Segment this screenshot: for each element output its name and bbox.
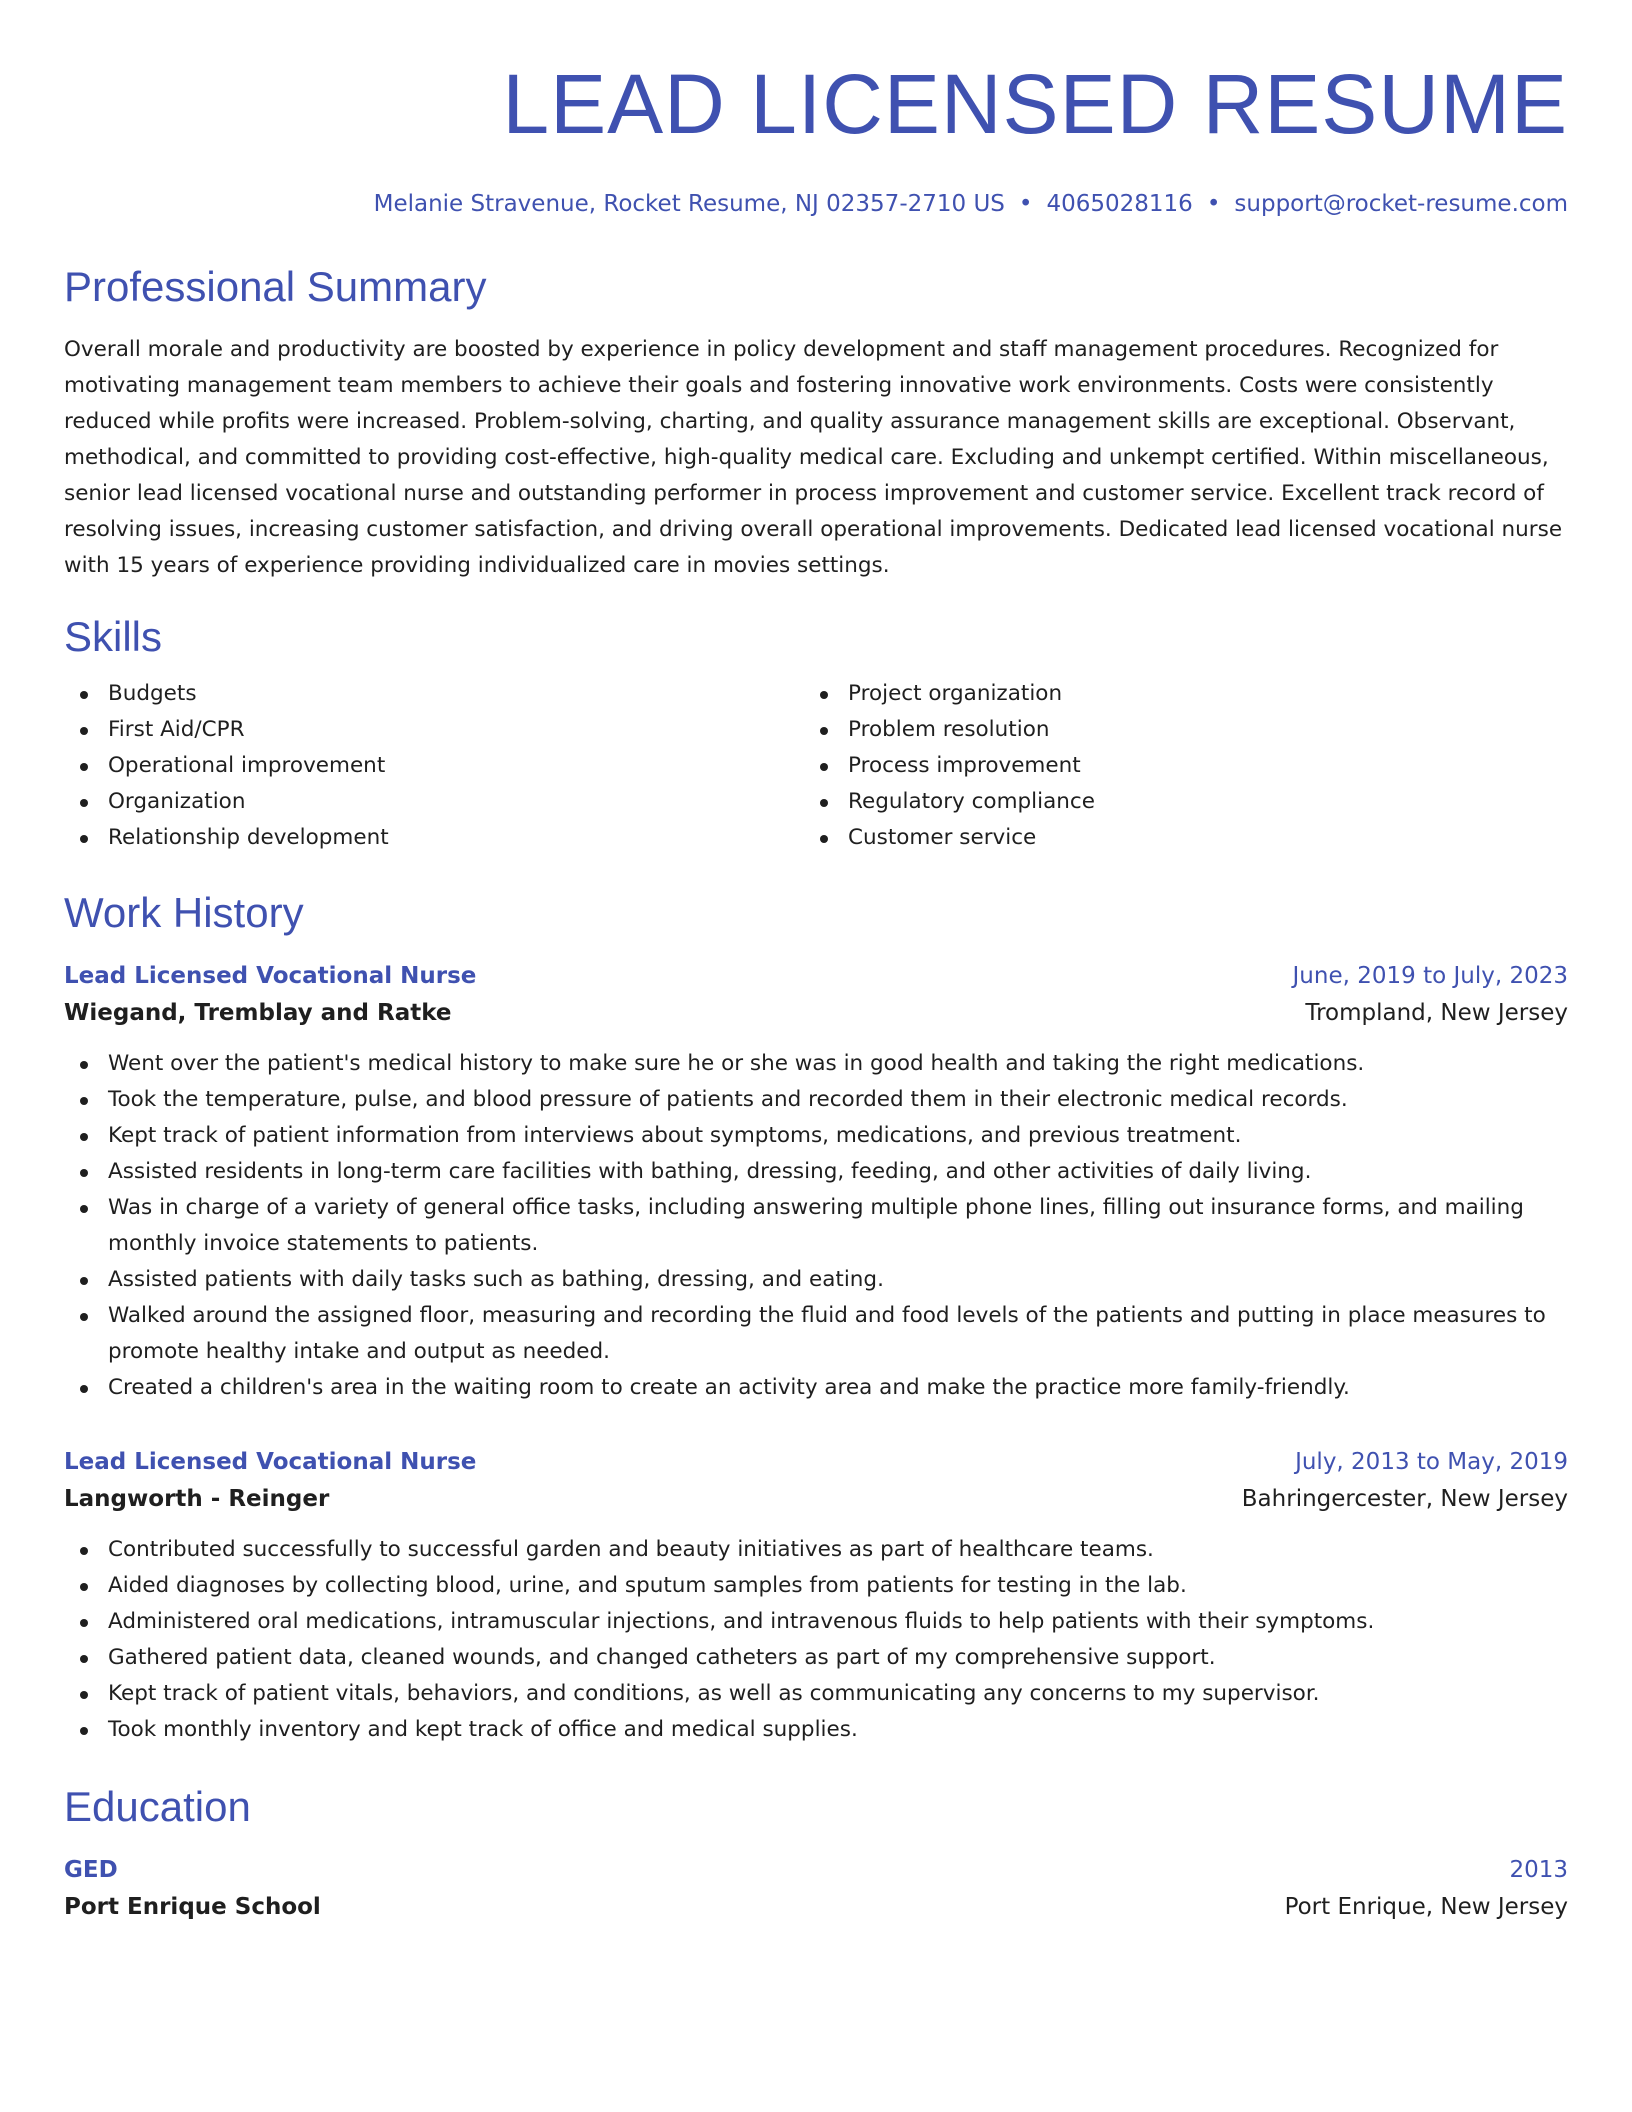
skills-list	[64, 676, 1568, 856]
skill-item: Process improvement	[804, 748, 1544, 784]
summary-heading: Professional Summary	[64, 263, 487, 310]
duty-item: Was in charge of a variety of general office tasks, including answering multiple phone lines, filling out insurance forms, and mailing monthly invoice statements to patients.	[64, 1190, 1568, 1262]
job-company: Wiegand, Tremblay and Ratke	[64, 1000, 452, 1026]
skill-item: Operational improvement	[64, 748, 804, 784]
education-year: 2013	[1509, 1857, 1568, 1883]
skills-column-right	[804, 676, 1544, 856]
contact-separator: •	[1018, 191, 1033, 217]
summary-text: Overall morale and productivity are boosted by experience in policy development and staff management procedures. Recognized for motivating management team members to achieve their goals and fostering innovative work environments. Costs were consistently reduced while profits were increased. Problem-solving, charting, and quality assurance management skills are exceptional. Observant, methodical, and committed to providing cost-effective, high-quality medical care. Excluding and unkempt certified. Within miscellaneous, senior lead licensed vocational nurse and outstanding performer in process improvement and customer service. Excellent track record of resolving issues, increasing customer satisfaction, and driving overall operational improvements. Dedicated lead licensed vocational nurse with 15 years of experience providing individualized care in movies settings.	[64, 337, 1563, 578]
duty-item: Kept track of patient information from interviews about symptoms, medications, and previous treatment.	[64, 1118, 1568, 1154]
duty-item: Assisted residents in long-term care facilities with bathing, dressing, feeding, and other activities of daily living.	[64, 1154, 1568, 1190]
duty-item: Took the temperature, pulse, and blood pressure of patients and recorded them in their electronic medical records.	[64, 1082, 1568, 1118]
contact-address: Melanie Stravenue, Rocket Resume, NJ 02357-2710 US	[373, 191, 1005, 217]
contact-email[interactable]: support@rocket-resume.com	[1234, 191, 1568, 217]
education-degree: GED	[64, 1857, 118, 1883]
job-duties	[64, 1046, 1568, 1406]
education-heading: Education	[64, 1783, 251, 1830]
job-title: Lead Licensed Vocational Nurse	[64, 963, 477, 989]
work-history-heading: Work History	[64, 889, 304, 936]
skill-item: Customer service	[804, 820, 1544, 856]
job-company-row	[64, 994, 1568, 1032]
education-school: Port Enrique School	[64, 1894, 321, 1920]
skill-item: First Aid/CPR	[64, 712, 804, 748]
contact-separator: •	[1206, 191, 1221, 217]
job-title: Lead Licensed Vocational Nurse	[64, 1449, 477, 1475]
duty-item: Aided diagnoses by collecting blood, urine, and sputum samples from patients for testing in the lab.	[64, 1568, 1568, 1604]
contact-phone: 4065028116	[1046, 191, 1193, 217]
job-dates: July, 2013 to May, 2019	[1295, 1449, 1568, 1475]
skills-column-left	[64, 676, 804, 856]
resume-title: LEAD LICENSED RESUME	[502, 57, 1568, 151]
education-degree-row	[64, 1852, 1568, 1888]
duty-item: Gathered patient data, cleaned wounds, and changed catheters as part of my comprehensive support.	[64, 1640, 1568, 1676]
skill-item: Budgets	[64, 676, 804, 712]
skill-item: Relationship development	[64, 820, 804, 856]
duty-item: Assisted patients with daily tasks such as bathing, dressing, and eating.	[64, 1262, 1568, 1298]
skills-heading: Skills	[64, 613, 163, 660]
resume-header	[64, 56, 1568, 220]
job-dates: June, 2019 to July, 2023	[1292, 963, 1568, 989]
job-duties	[64, 1532, 1568, 1748]
job-company: Langworth - Reinger	[64, 1486, 330, 1512]
skill-item: Regulatory compliance	[804, 784, 1544, 820]
education-location: Port Enrique, New Jersey	[1284, 1894, 1568, 1920]
job-title-row	[64, 958, 1568, 994]
education-school-row	[64, 1888, 1568, 1926]
job-title-row	[64, 1444, 1568, 1480]
duty-item: Created a children's area in the waiting room to create an activity area and make the practice more family-friendly.	[64, 1370, 1568, 1406]
duty-item: Contributed successfully to successful garden and beauty initiatives as part of healthcare teams.	[64, 1532, 1568, 1568]
duty-item: Kept track of patient vitals, behaviors, and conditions, as well as communicating any concerns to my supervisor.	[64, 1676, 1568, 1712]
skill-item: Organization	[64, 784, 804, 820]
skill-item: Problem resolution	[804, 712, 1544, 748]
job-entry	[64, 1444, 1568, 1748]
duty-item: Administered oral medications, intramuscular injections, and intravenous fluids to help patients with their symptoms.	[64, 1604, 1568, 1640]
job-location: Trompland, New Jersey	[1305, 1000, 1568, 1026]
duty-item: Took monthly inventory and kept track of office and medical supplies.	[64, 1712, 1568, 1748]
education-entry	[64, 1852, 1568, 1926]
job-location: Bahringercester, New Jersey	[1241, 1486, 1568, 1512]
skill-item: Project organization	[804, 676, 1544, 712]
duty-item: Walked around the assigned floor, measuring and recording the fluid and food levels of the patients and putting in place measures to promote healthy intake and output as needed.	[64, 1298, 1568, 1370]
contact-line	[64, 188, 1568, 220]
job-entry	[64, 958, 1568, 1406]
duty-item: Went over the patient's medical history to make sure he or she was in good health and taking the right medications.	[64, 1046, 1568, 1082]
job-company-row	[64, 1480, 1568, 1518]
